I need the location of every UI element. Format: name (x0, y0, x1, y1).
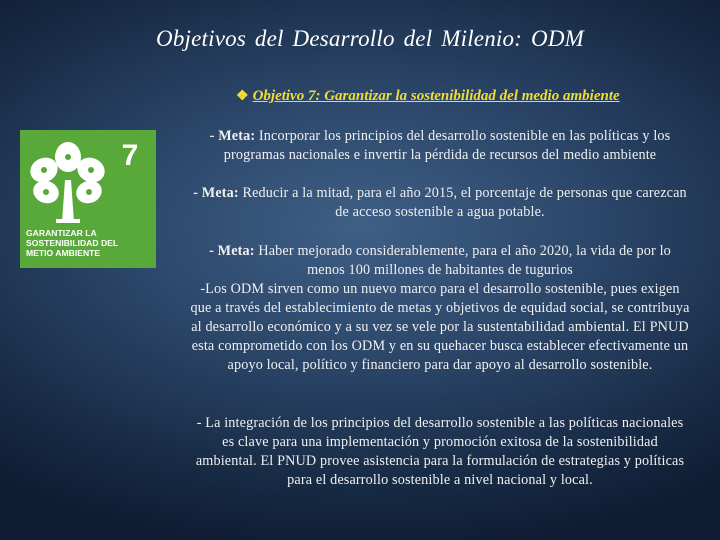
goal-caption-line-1: GARANTIZAR LA (26, 228, 97, 238)
meta-1-paragraph (190, 127, 690, 165)
goal-caption-line-2: SOSTENIBILIDAD DEL (26, 238, 119, 248)
goal-7-icon (20, 130, 156, 268)
clover-plant-icon (20, 130, 156, 268)
integration-paragraph (193, 414, 687, 490)
diamond-bullet-icon: ❖ (236, 89, 249, 104)
goal-number: 7 (121, 139, 139, 172)
meta-label: - Meta: (209, 128, 256, 144)
meta-2-text: Reducir a la mitad, para el año 2015, el porcentaje de personas que carezcan de acceso sostenible a agua potable. (242, 185, 687, 220)
slide-title: Objetivos del Desarrollo del Milenio: ODM (156, 26, 584, 51)
meta-3-paragraph (190, 242, 690, 375)
objective-text: Objetivo 7: Garantizar la sostenibilidad del medio ambiente (252, 88, 620, 104)
meta-3-text: Haber mejorado considerablemente, para el año 2020, la vida de por lo menos 100 millones de habitantes de tugurios (258, 243, 671, 278)
meta-label: - Meta: (193, 185, 239, 201)
odm-paragraph-text: -Los ODM sirven como un nuevo marco para el desarrollo sostenible, pues exigen que a través del establecimiento de metas y objetivos de equidad social, se contribuya al desarrollo económico y a su vez se vele por la sustentabilidad ambiental. El PNUD esta comprometido con los ODM y en su quehacer busca establecer efectivamente un apoyo local, político y financiero para dar apoyo al desarrollo sostenible. (190, 281, 690, 373)
meta-label: - Meta: (209, 243, 255, 259)
meta-2-paragraph (190, 184, 690, 222)
objective-heading (236, 88, 620, 105)
integration-paragraph-text: - La integración de los principios del desarrollo sostenible a las políticas nacionales es clave para una implementación y promoción exitosa de la sostenibilidad ambiental. El PNUD provee asistencia para la formulación de estrategias y políticas para el desarrollo sostenible a nivel nacional y local. (195, 415, 685, 488)
goal-caption-line-3: METIO AMBIENTE (26, 248, 101, 258)
meta-1-text: Incorporar los principios del desarrollo sostenible en las políticas y los programas nacionales e invertir la pérdida de recursos del medio ambiente (223, 128, 671, 163)
